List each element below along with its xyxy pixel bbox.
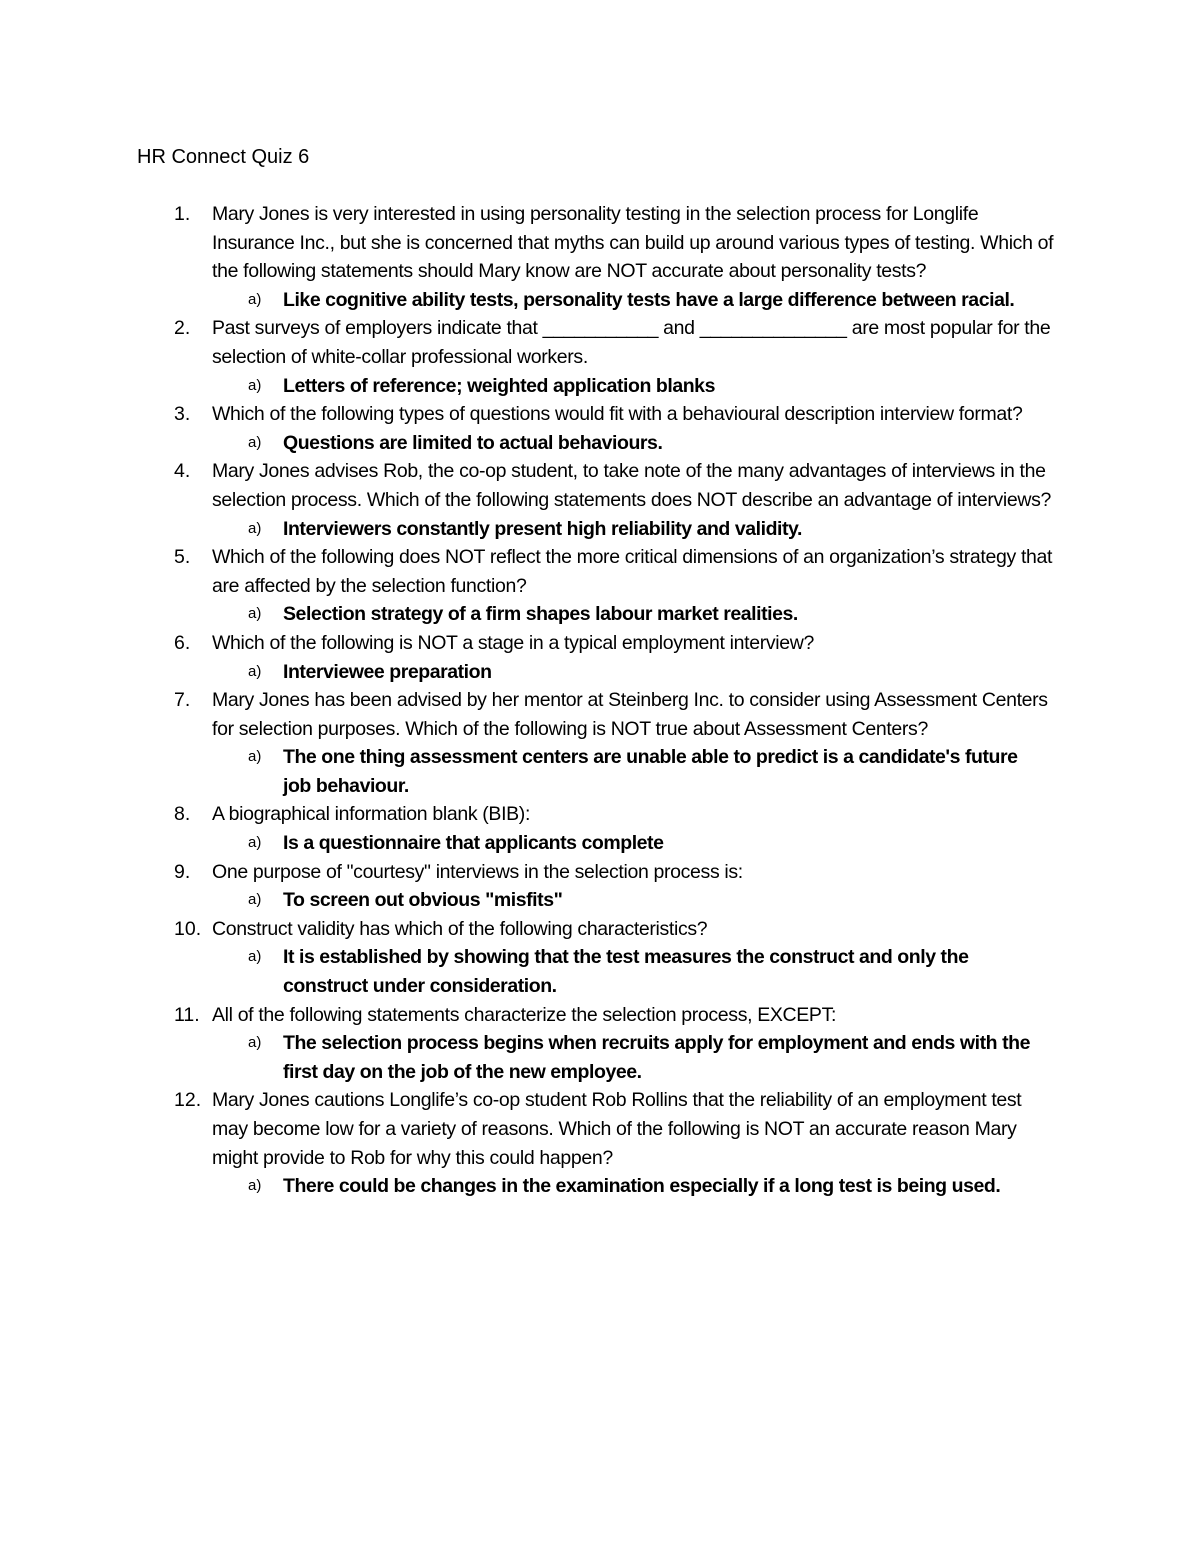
question-item <box>0 686 1200 800</box>
answer-letter: a) <box>248 662 262 680</box>
question-item <box>0 800 1200 857</box>
answer-letter: a) <box>248 1034 262 1052</box>
question-text: All of the following statements characterize the selection process, EXCEPT: <box>212 1003 837 1026</box>
question-text: A biographical information blank (BIB): <box>212 803 531 826</box>
question-text: Mary Jones is very interested in using personality testing in the selection process for Longlife Insurance Inc., but she is concerned that myths can build up around various types of testing. Which of the following statements should Mary know are NOT accurate about personality tests? <box>212 203 1054 283</box>
answer-letter: a) <box>248 948 262 966</box>
question-number: 7. <box>174 689 191 712</box>
question-item <box>0 400 1200 457</box>
question-number: 8. <box>174 803 191 826</box>
answer-letter: a) <box>248 433 262 451</box>
question-item <box>0 1001 1200 1087</box>
answer-letter: a) <box>248 519 262 537</box>
question-number: 1. <box>174 203 191 225</box>
answer-text: Interviewee preparation <box>283 660 492 683</box>
answer-text: There could be changes in the examination especially if a long test is being used. <box>283 1175 1001 1198</box>
question-item <box>0 915 1200 1001</box>
answer-text: The one thing assessment centers are unable able to predict is a candidate's future job behaviour. <box>283 746 1018 797</box>
answer-text: Selection strategy of a firm shapes labour market realities. <box>283 603 798 626</box>
question-item <box>0 543 1200 629</box>
answer-letter: a) <box>248 376 262 394</box>
answer-item <box>0 600 1200 629</box>
answer-letter: a) <box>248 1177 262 1195</box>
answer-item <box>0 658 1200 687</box>
question-list <box>0 200 1200 1201</box>
question-item <box>0 200 1200 314</box>
question-number: 4. <box>174 460 191 483</box>
question-item <box>0 314 1200 400</box>
question-text: Which of the following does NOT reflect the more critical dimensions of an organization’s strategy that are affected by the selection function? <box>212 546 1053 597</box>
answer-item <box>0 286 1200 315</box>
question-item <box>0 1086 1200 1200</box>
question-item <box>0 457 1200 543</box>
question-text: Construct validity has which of the following characteristics? <box>212 917 708 940</box>
answer-text: Letters of reference; weighted application blanks <box>283 374 715 397</box>
answer-text: To screen out obvious "misfits" <box>283 889 563 912</box>
answer-text: Like cognitive ability tests, personality tests have a large difference between racial. <box>283 288 1015 311</box>
answer-item <box>0 886 1200 915</box>
answer-text: It is established by showing that the test measures the construct and only the construct under consideration. <box>283 946 969 998</box>
answer-letter: a) <box>248 891 262 909</box>
question-item <box>0 629 1200 686</box>
question-number: 10. <box>174 917 202 940</box>
answer-letter: a) <box>248 834 262 852</box>
question-number: 2. <box>174 317 191 340</box>
question-number: 11. <box>174 1003 200 1026</box>
answer-letter: a) <box>248 748 262 766</box>
question-text: Which of the following is NOT a stage in a typical employment interview? <box>212 631 814 654</box>
question-number: 5. <box>174 546 191 569</box>
question-text: Past surveys of employers indicate that ___________ and ______________ are most popular for the selection of white-collar professional workers. <box>212 317 1051 368</box>
question-text: Mary Jones has been advised by her mentor at Steinberg Inc. to consider using Assessment Centers for selection purposes. Which of the following is NOT true about Assessment Centers? <box>212 689 1048 740</box>
question-number: 6. <box>174 631 191 654</box>
answer-item <box>0 943 1200 1000</box>
answer-item <box>0 429 1200 458</box>
question-number: 3. <box>174 403 191 426</box>
answer-item <box>0 1172 1200 1201</box>
answer-text: Interviewers constantly present high reliability and validity. <box>283 517 802 540</box>
answer-item <box>0 1029 1200 1086</box>
question-number: 9. <box>174 860 191 883</box>
question-text: Mary Jones advises Rob, the co-op student, to take note of the many advantages of interviews in the selection process. Which of the following statements does NOT describe an advantage of interviews? <box>212 460 1051 511</box>
question-item <box>0 858 1200 915</box>
document-title: HR Connect Quiz 6 <box>137 146 310 168</box>
answer-text: The selection process begins when recruits apply for employment and ends with the first day on the job of the new employee. <box>283 1032 1030 1083</box>
question-text: Mary Jones cautions Longlife’s co-op student Rob Rollins that the reliability of an employment test may become low for a variety of reasons. Which of the following is NOT an accurate reason Mary might provide to Rob for why this could happen? <box>212 1089 1022 1169</box>
answer-letter: a) <box>248 290 262 308</box>
answer-letter: a) <box>248 605 262 623</box>
answer-item <box>0 515 1200 544</box>
question-text: Which of the following types of questions would fit with a behavioural description interview format? <box>212 403 1023 426</box>
answer-text: Questions are limited to actual behaviours. <box>283 431 663 454</box>
answer-text: Is a questionnaire that applicants complete <box>283 832 664 855</box>
question-text: One purpose of "courtesy" interviews in the selection process is: <box>212 860 743 883</box>
answer-item <box>0 743 1200 800</box>
answer-item <box>0 372 1200 401</box>
answer-item <box>0 829 1200 858</box>
question-number: 12. <box>174 1089 202 1112</box>
